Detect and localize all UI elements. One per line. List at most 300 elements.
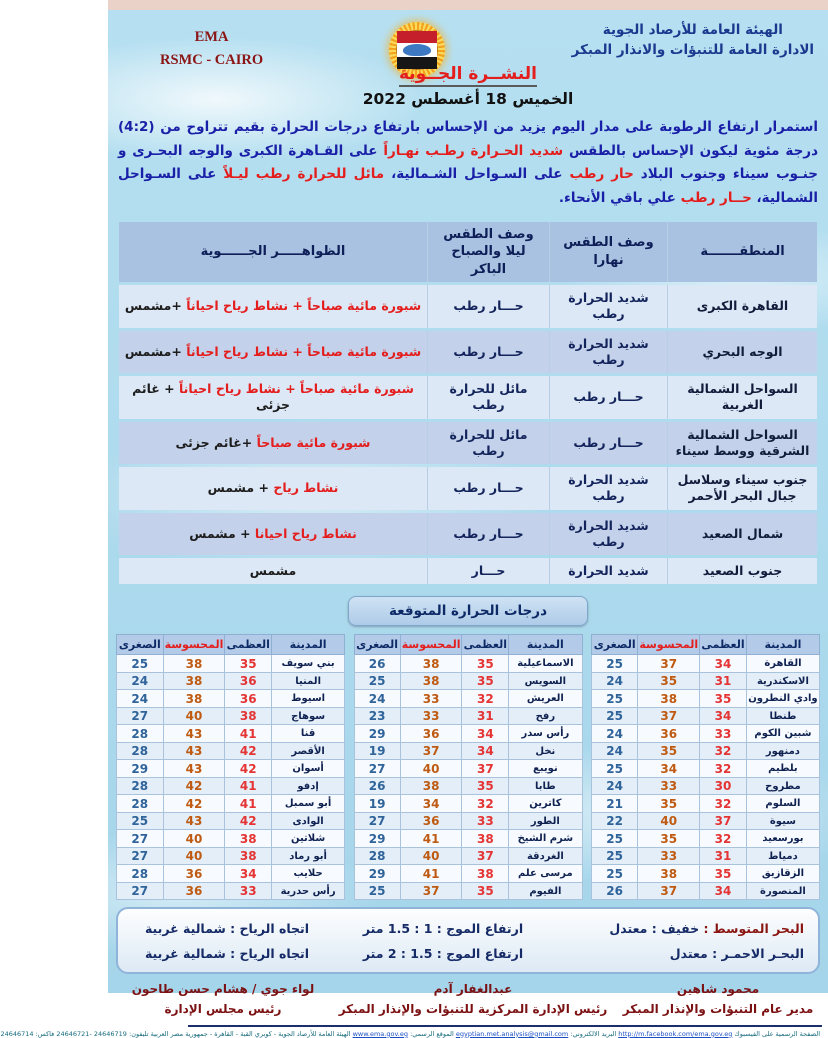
column-header: الصغرى [117,635,164,655]
phenomena-red-text: شبورة مائية صباحاً + نشاط رياح احياناً [186,343,422,359]
max-temp-cell: 38 [225,830,272,848]
city-cell: كاترين [509,795,582,813]
min-temp-cell: 24 [592,742,638,760]
min-temp-cell: 29 [354,865,400,883]
intro-segment: على السـواحل الشمالية، [118,166,818,206]
city-cell: شرم الشيخ [509,830,582,848]
max-temp-cell: 34 [700,707,747,725]
max-temp-cell: 34 [700,655,747,673]
feels-like-cell: 36 [400,812,462,830]
max-temp-cell: 36 [225,672,272,690]
footer-text-segment: الموقع الرسمي: [408,1029,456,1038]
table-row [119,513,817,556]
min-temp-cell: 27 [117,847,164,865]
night-weather-cell: حـــار رطب [427,331,549,374]
signatory-title: مدير عام التنبؤات والإنذار المبكر [622,1001,814,1016]
min-temp-cell: 27 [354,812,400,830]
city-cell: رأس سدر [509,725,582,743]
table-row [117,830,345,848]
ema-line2: RSMC - CAIRO [160,52,264,69]
feels-like-cell: 37 [400,882,462,900]
bulletin-title: النشــرة الجــوية [108,64,828,87]
column-header: المدينة [272,635,345,655]
day-weather-cell: شديد الحرارة رطب [549,331,667,374]
max-temp-cell: 35 [462,672,509,690]
city-cell: حلايب [272,865,345,883]
region-cell: السواحل الشمالية الغربية [667,376,817,419]
day-weather-cell: حـــار رطب [549,376,667,419]
min-temp-cell: 25 [592,847,638,865]
feels-like-cell: 43 [163,812,225,830]
feels-like-cell: 36 [400,725,462,743]
min-temp-cell: 25 [592,655,638,673]
night-weather-cell: مائل للحرارة رطب [427,376,549,419]
column-header: العظمى [225,635,272,655]
min-temp-cell: 24 [592,725,638,743]
max-temp-cell: 35 [462,777,509,795]
table-row [354,742,582,760]
feels-like-cell: 35 [638,672,700,690]
city-cell: رفح [509,707,582,725]
max-temp-cell: 32 [700,760,747,778]
region-cell: شمال الصعيد [667,513,817,556]
city-cell: طنطا [746,707,819,725]
table-header-row [592,635,820,655]
feels-like-cell: 41 [400,865,462,883]
min-temp-cell: 28 [117,742,164,760]
feels-like-cell: 38 [638,865,700,883]
feels-like-cell: 37 [638,882,700,900]
city-cell: سيوة [746,812,819,830]
min-temp-cell: 24 [592,672,638,690]
signatures [118,980,818,1018]
city-cell: شبين الكوم [746,725,819,743]
table-row [117,742,345,760]
night-weather-cell: حـــار رطب [427,513,549,556]
table-row [354,690,582,708]
min-temp-cell: 25 [592,830,638,848]
min-temp-cell: 26 [354,655,400,673]
feels-like-cell: 34 [400,795,462,813]
signature-block [118,980,328,1018]
city-cell: سوهاج [272,707,345,725]
sea-name-label: البحـر الاحمـر : [707,946,804,962]
phenomena-black-text: +غائم جزئى [175,434,257,450]
min-temp-cell: 24 [354,690,400,708]
wave-height: ارتفاع الموج : 1 : 1.5 متر [362,921,524,937]
phenomena-cell [119,376,427,419]
city-cell: نويبع [509,760,582,778]
feels-like-cell: 36 [163,865,225,883]
column-header: المنطقـــــــة [667,222,817,283]
temperature-tables [116,634,820,900]
min-temp-cell: 28 [117,865,164,883]
phenomena-black-text: +مشمس [124,298,187,314]
table-row [592,795,820,813]
day-weather-cell: حـــار رطب [549,422,667,465]
max-temp-cell: 34 [462,742,509,760]
table-row [117,795,345,813]
city-cell: أبو رماد [272,847,345,865]
table-row [592,690,820,708]
table-row [354,672,582,690]
phenomena-red-text: نشاط رياح احيانا [254,525,357,541]
city-cell: الوادى [272,812,345,830]
region-cell: القاهرة الكبرى [667,285,817,328]
feels-like-cell: 38 [400,672,462,690]
city-cell: رأس حدرية [272,882,345,900]
city-cell: مرسى علم [509,865,582,883]
intro-segment: شديد الحـرارة رطـب نهـاراً [383,142,564,159]
table-row [592,655,820,673]
max-temp-cell: 38 [225,847,272,865]
phenomena-black-text: مشمس [249,563,297,579]
min-temp-cell: 27 [354,760,400,778]
min-temp-cell: 25 [354,672,400,690]
temperatures-section-title: درجات الحرارة المتوقعة [348,596,588,626]
max-temp-cell: 37 [700,812,747,830]
min-temp-cell: 19 [354,742,400,760]
min-temp-cell: 28 [117,725,164,743]
table-row [117,760,345,778]
phenomena-black-text: + مشمس [207,480,274,496]
min-temp-cell: 29 [354,725,400,743]
intro-segment: مائل للحرارة رطب ليـلاً [223,166,385,183]
table-row [117,725,345,743]
max-temp-cell: 41 [225,777,272,795]
feels-like-cell: 33 [400,707,462,725]
column-header: المحسوسة [400,635,462,655]
min-temp-cell: 23 [354,707,400,725]
column-header: الصغرى [592,635,638,655]
temperature-table [591,634,820,900]
regional-forecast-table [119,219,817,588]
table-row [117,865,345,883]
night-weather-cell: حـــار رطب [427,467,549,510]
feels-like-cell: 37 [400,742,462,760]
min-temp-cell: 25 [592,865,638,883]
max-temp-cell: 32 [462,690,509,708]
city-cell: شلاتين [272,830,345,848]
column-header: المدينة [509,635,582,655]
flag-white-band [397,43,437,58]
bulletin-date: الخميس 18 أغسطس 2022 [362,90,574,108]
city-cell: دمياط [746,847,819,865]
feels-like-cell: 42 [163,795,225,813]
org-line2: الادارة العامة للتنبؤات والانذار المبكر [571,42,814,59]
max-temp-cell: 35 [462,655,509,673]
feels-like-cell: 40 [163,847,225,865]
signature-block [333,980,613,1018]
city-cell: الفيوم [509,882,582,900]
max-temp-cell: 34 [225,865,272,883]
max-temp-cell: 31 [462,707,509,725]
table-row [592,847,820,865]
city-cell: إدفو [272,777,345,795]
min-temp-cell: 28 [117,777,164,795]
footer-text-segment: الصفحة الرسمية على الفيسبوك [732,1029,820,1038]
table-row [592,672,820,690]
day-weather-cell: شديد الحرارة رطب [549,467,667,510]
table-row [117,812,345,830]
city-cell: السلوم [746,795,819,813]
feels-like-cell: 35 [638,830,700,848]
feels-like-cell: 38 [163,690,225,708]
feels-like-cell: 33 [638,777,700,795]
column-header: الظواهـــــر الجــــــوية [119,222,427,283]
sea-name-and-state [564,921,804,936]
signatory-name: محمود شاهين [676,982,760,997]
table-row [354,882,582,900]
signatory-name: عبدالغفار آدم [433,982,513,997]
column-header: المحسوسة [163,635,225,655]
table-row [592,812,820,830]
table-row [117,882,345,900]
region-cell: جنوب الصعيد [667,558,817,584]
feels-like-cell: 40 [400,760,462,778]
sea-state: خفيف : معتدل [609,921,700,937]
max-temp-cell: 38 [462,830,509,848]
night-weather-cell: حـــار [427,558,549,584]
sea-condition-row [132,941,804,966]
feels-like-cell: 40 [638,812,700,830]
footer-link[interactable]: egyptian.met.analysis@gmail.com [455,1029,569,1038]
min-temp-cell: 24 [117,690,164,708]
max-temp-cell: 33 [225,882,272,900]
feels-like-cell: 35 [638,795,700,813]
min-temp-cell: 27 [117,707,164,725]
min-temp-cell: 29 [354,830,400,848]
phenomena-red-text: شبورة مائية صباحاً + نشاط رياح احياناً [178,381,414,397]
max-temp-cell: 33 [462,812,509,830]
max-temp-cell: 35 [700,690,747,708]
max-temp-cell: 32 [462,795,509,813]
sea-condition-row [132,916,804,941]
city-cell: أبو سمبل [272,795,345,813]
max-temp-cell: 34 [462,725,509,743]
phenomena-black-text: + مشمس [189,525,255,541]
table-row [117,777,345,795]
city-cell: بني سويف [272,655,345,673]
city-cell: المنصورة [746,882,819,900]
city-cell: المنيا [272,672,345,690]
city-cell: الاسكندرية [746,672,819,690]
table-row [117,847,345,865]
table-row [354,707,582,725]
intro-segment: حــار رطب [680,189,752,206]
column-header: المحسوسة [638,635,700,655]
phenomena-black-text: +مشمس [124,343,187,359]
table-row [354,725,582,743]
feels-like-cell: 38 [400,655,462,673]
column-header: وصف الطقس نهارا [549,222,667,283]
max-temp-cell: 37 [462,847,509,865]
night-weather-cell: مائل للحرارة رطب [427,422,549,465]
table-row [119,376,817,419]
phenomena-red-text: نشاط رياح [273,480,339,496]
feels-like-cell: 43 [163,725,225,743]
feels-like-cell: 38 [163,672,225,690]
min-temp-cell: 25 [592,760,638,778]
min-temp-cell: 26 [592,882,638,900]
footer-link[interactable]: http://m.facebook.com/ema.gov.eg [618,1029,733,1038]
min-temp-cell: 28 [354,847,400,865]
feels-like-cell: 34 [638,760,700,778]
table-row [119,422,817,465]
city-cell: طابا [509,777,582,795]
footer-text-segment: الهيئة العامة للأرصاد الجوية - كوبري القبة - القاهرة - جمهورية مصر العربية تليفون: 24646719 -24646721 فاكس: 24646714 [0,1029,353,1038]
min-temp-cell: 26 [354,777,400,795]
table-row [354,655,582,673]
min-temp-cell: 22 [592,812,638,830]
signatory-name: لواء جوي / هشام حسن طاحون [131,982,315,997]
max-temp-cell: 36 [225,690,272,708]
feels-like-cell: 40 [163,830,225,848]
table-row [119,558,817,584]
max-temp-cell: 41 [225,725,272,743]
max-temp-cell: 31 [700,672,747,690]
table-row [354,847,582,865]
column-header: المدينة [746,635,819,655]
signatory-title: رئيس مجلس الإدارة [164,1001,282,1016]
city-cell: وادي النطرون [746,690,819,708]
min-temp-cell: 27 [117,882,164,900]
table-row [354,812,582,830]
ema-line1: EMA [194,29,229,45]
min-temp-cell: 19 [354,795,400,813]
wind-direction: اتجاه الرياح : شمالية غربية [144,921,310,937]
max-temp-cell: 38 [462,865,509,883]
max-temp-cell: 34 [700,882,747,900]
phenomena-red-text: شبورة مائية صباحاً [256,434,371,450]
max-temp-cell: 35 [700,865,747,883]
flag-red-band [397,31,437,43]
max-temp-cell: 38 [225,707,272,725]
min-temp-cell: 25 [592,707,638,725]
min-temp-cell: 21 [592,795,638,813]
feels-like-cell: 43 [163,760,225,778]
city-cell: الأقصر [272,742,345,760]
ema-abbreviation [160,26,263,72]
signature-block [618,980,818,1018]
column-header: الصغرى [354,635,400,655]
city-cell: بورسعيد [746,830,819,848]
sea-conditions-box [116,907,820,974]
feels-like-cell: 37 [638,707,700,725]
sea-name-and-state [564,946,804,961]
phenomena-cell [119,331,427,374]
table-row [592,707,820,725]
city-cell: مطروح [746,777,819,795]
table-header-row [117,635,345,655]
min-temp-cell: 24 [592,777,638,795]
night-weather-cell: حـــار رطب [427,285,549,328]
min-temp-cell: 25 [592,690,638,708]
intro-segment: على القـاهرة الكبرى والوجه البحـرى و جنـوب سيناء وجنوب البلاد [118,142,818,183]
table-row [354,795,582,813]
signatory-title: رئيس الإدارة المركزية للتنبؤات والإنذار المبكر [338,1001,608,1016]
sea-state: معتدل [669,946,708,962]
city-cell: قنا [272,725,345,743]
feels-like-cell: 42 [163,777,225,795]
top-strip [108,0,828,10]
max-temp-cell: 41 [225,795,272,813]
city-cell: الطور [509,812,582,830]
feels-like-cell: 35 [638,742,700,760]
city-cell: الاسماعيلية [509,655,582,673]
max-temp-cell: 32 [700,795,747,813]
max-temp-cell: 42 [225,760,272,778]
column-header: العظمى [700,635,747,655]
table-header-row [354,635,582,655]
table-row [592,865,820,883]
phenomena-cell [119,467,427,510]
table-row [592,725,820,743]
phenomena-black-text: + غائم جزئى [132,381,291,413]
intro-segment: حار رطب [569,166,634,183]
intro-segment: علي باقي الأنحاء. [558,189,681,206]
city-cell: الغردقة [509,847,582,865]
table-row [354,865,582,883]
table-row [592,830,820,848]
column-header: العظمى [462,635,509,655]
footer-text-segment: البريد الالكتروني: [568,1029,619,1038]
min-temp-cell: 24 [117,672,164,690]
table-row [117,655,345,673]
feels-like-cell: 37 [638,655,700,673]
table-row [592,760,820,778]
day-weather-cell: شديد الحرارة [549,558,667,584]
region-cell: السواحل الشمالية الشرقية ووسط سيناء [667,422,817,465]
city-cell: السويس [509,672,582,690]
phenomena-cell [119,422,427,465]
max-temp-cell: 35 [462,882,509,900]
max-temp-cell: 32 [700,830,747,848]
phenomena-cell [119,513,427,556]
max-temp-cell: 37 [462,760,509,778]
org-line1: الهيئة العامة للأرصاد الجوية [602,22,783,38]
table-header-row [119,222,817,283]
table-row [117,672,345,690]
max-temp-cell: 30 [700,777,747,795]
intro-paragraph [118,116,818,211]
table-row [119,467,817,510]
min-temp-cell: 25 [117,812,164,830]
min-temp-cell: 25 [117,655,164,673]
day-weather-cell: شديد الحرارة رطب [549,285,667,328]
min-temp-cell: 25 [354,882,400,900]
cloud-icon [403,44,431,57]
table-row [354,830,582,848]
feels-like-cell: 33 [400,690,462,708]
temperature-table [116,634,345,900]
city-cell: نخل [509,742,582,760]
max-temp-cell: 31 [700,847,747,865]
intro-segment: استمرار ارتفاع الرطوبة على مدار اليوم يزيد من الإحساس بارتفاع درجات الحرارة بقيم تتراوح من (4:2) درجة مئوية ليكون الإحساس بالطقس [118,119,818,159]
table-row [119,285,817,328]
region-cell: الوجه البحري [667,331,817,374]
footer-contact-line [0,1029,820,1038]
footer-link[interactable]: www.ema.gov.eg [352,1029,408,1038]
region-cell: جنوب سيناء وسلاسل جبال البحر الأحمر [667,467,817,510]
feels-like-cell: 33 [638,847,700,865]
wind-direction: اتجاه الرياح : شمالية غربية [144,946,310,962]
feels-like-cell: 43 [163,742,225,760]
day-weather-cell: شديد الحرارة رطب [549,513,667,556]
temperature-table [354,634,583,900]
feels-like-cell: 38 [400,777,462,795]
feels-like-cell: 40 [400,847,462,865]
